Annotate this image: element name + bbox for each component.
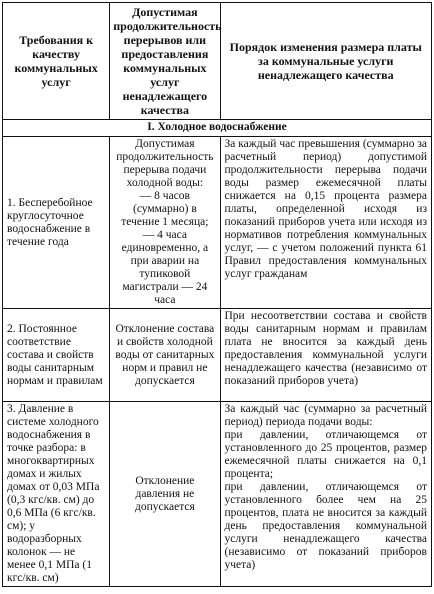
requirement-cell: 3. Давление в системе холодного водоснабжения в точке разбора: в многоквартирных домах и жилых домах от 0,03 МПа (0,3 кгс/кв. см) до 0,6 МПа (6 кгс/кв. см); у водоразборных колонок — не менее 0,1 МПа (1 кгс/кв. см): [3, 402, 110, 587]
requirement-cell: 2. Постоянное соответствие состава и свойств воды санитарным нормам и правилам: [3, 309, 110, 402]
procedure-line: при давлении, отличающемся от установленного до 25 процентов, размер ежемесячной платы снижается на 0,1 процента;: [224, 429, 427, 480]
allowed-cell: [110, 309, 220, 402]
allowed-line: Отклонение состава и свойств холодной воды от санитарных норм и правил не допускается: [115, 322, 215, 387]
requirement-cell: 1. Бесперебойное круглосуточное водоснабжение в течение года: [3, 137, 110, 309]
procedure-line: при давлении, отличающемся от установленного более чем на 25 процентов, плата не вносится за каждый день предоставления коммунальной услуги ненадлежащего качества (независимо от показаний приборов учета): [224, 481, 427, 571]
allowed-line: — 4 часа единовременно, а при аварии на тупиковой магистрали — 24 часа: [121, 229, 209, 306]
requirements-table: [2, 2, 432, 587]
allowed-cell: [110, 137, 220, 309]
allowed-cell: [110, 402, 220, 587]
table-row: [3, 137, 432, 309]
allowed-line: — 8 часов (суммарно) в течение 1 месяца;: [121, 190, 209, 228]
section-row: [3, 120, 432, 137]
allowed-line: Допустимая продолжительность перерыва подачи холодной воды:: [116, 138, 214, 189]
allowed-line: Отклонение давления не допускается: [134, 474, 195, 513]
section-title: I. Холодное водоснабжение: [3, 120, 432, 137]
procedure-cell: [220, 402, 432, 587]
header-requirements: Требования к качеству коммунальных услуг: [3, 3, 110, 120]
procedure-cell: За каждый час превышения (суммарно за расчетный период) допустимой продолжительности перерыва подачи воды размер ежемесячной платы снижается на 0,15 процента размера платы, определенной исходя из показаний приборов учета или исходя из нормативов потребления коммунальных услуг, — с учетом положений пункта 61 Правил предоставления коммунальных услуг гражданам: [220, 137, 432, 309]
table-header-row: [3, 3, 432, 120]
header-allowed-duration: Допустимая продолжительность перерывов или предоставления коммунальных услуг ненадлежащего качества: [110, 3, 220, 120]
procedure-line: За каждый час (суммарно за расчетный период) периода подачи воды:: [224, 403, 427, 428]
table-row: [3, 402, 432, 587]
header-payment-procedure: Порядок изменения размера платы за коммунальные услуги ненадлежащего качества: [220, 3, 432, 120]
procedure-cell: При несоответствии состава и свойств воды санитарным нормам и правилам плата не вносится за каждый день предоставления коммунальной услуги ненадлежащего качества (независимо от показаний приборов учета): [220, 309, 432, 402]
table-row: [3, 309, 432, 402]
